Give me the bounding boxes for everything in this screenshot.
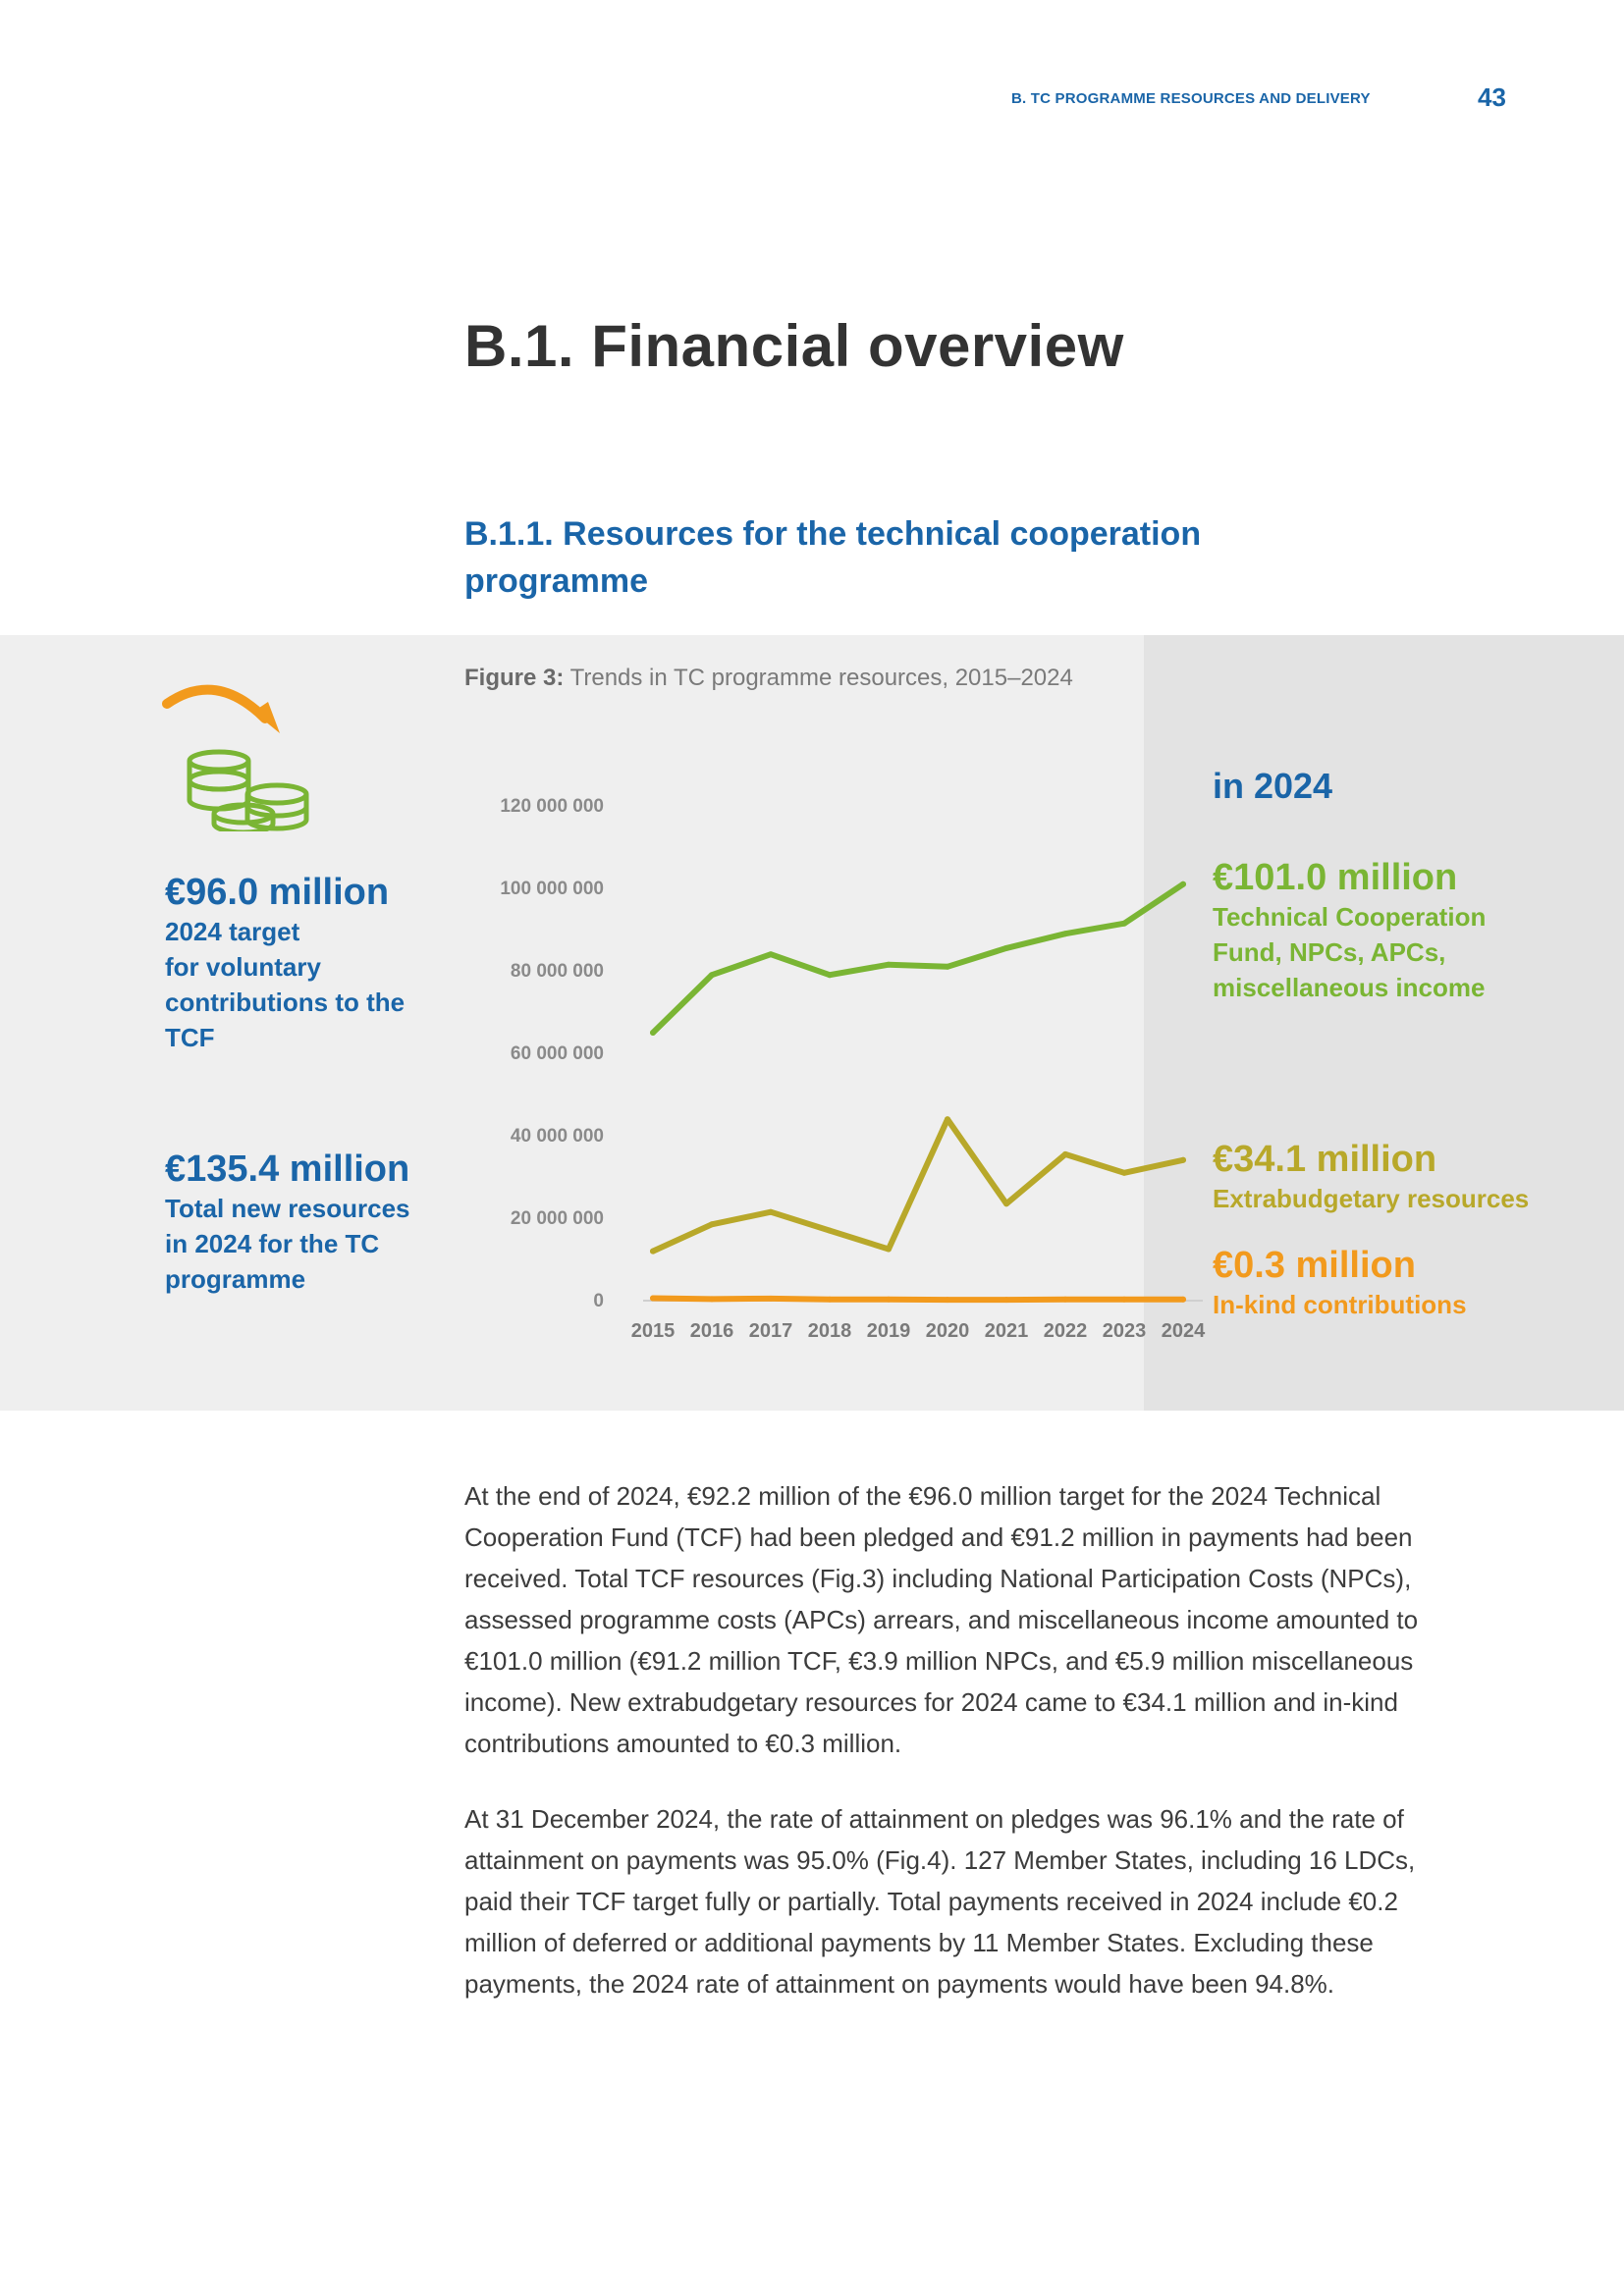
x-tick-label: 2017 <box>748 1320 793 1342</box>
stat-tcf-resources-desc-line: Fund, NPCs, APCs, <box>1213 937 1446 967</box>
series-2-point <box>827 1228 833 1234</box>
figure-panel <box>0 635 1624 1411</box>
stat-total-new-resources-desc-line: programme <box>165 1264 306 1294</box>
series-1-point <box>1003 945 1009 951</box>
series-line-3 <box>653 1298 1183 1300</box>
running-head: B. TC PROGRAMME RESOURCES AND DELIVERY <box>1011 90 1371 107</box>
series-2-point <box>709 1221 715 1227</box>
body-paragraph: At 31 December 2024, the rate of attainment on pledges was 96.1% and the rate of attainment on payments was 95.0% (Fig.4). 127 Member States, including 16 LDCs, paid their TCF target fully or partially. Total payments received in 2024 include €0.2 million of deferred or additional payments by 11 Member States. Excluding these payments, the 2024 rate of attainment on payments would have been 94.8%. <box>464 1804 1416 1999</box>
y-tick-label: 80 000 000 <box>510 961 604 982</box>
y-tick-label: 40 000 000 <box>510 1126 604 1147</box>
series-3-point <box>650 1295 656 1301</box>
stat-in-kind-desc-line: In-kind contributions <box>1213 1290 1467 1319</box>
series-2-point <box>768 1209 774 1215</box>
stat-tcf-resources-value: €101.0 million <box>1213 857 1458 898</box>
stat-tcf-target <box>165 871 405 1055</box>
series-2-point <box>1003 1201 1009 1206</box>
series-1-point <box>768 951 774 957</box>
series-1-point <box>709 972 715 978</box>
y-tick-label: 120 000 000 <box>500 796 604 817</box>
x-tick-label: 2015 <box>630 1320 676 1342</box>
stat-in-kind-value: €0.3 million <box>1213 1245 1416 1286</box>
x-tick-label: 2018 <box>807 1320 852 1342</box>
y-tick-label: 100 000 000 <box>500 879 604 899</box>
stat-total-new-resources <box>165 1148 410 1297</box>
stat-total-new-resources-desc-line: in 2024 for the TC <box>165 1229 380 1258</box>
series-3-point <box>1003 1297 1009 1303</box>
series-2-point <box>1121 1170 1127 1176</box>
x-tick-label: 2022 <box>1043 1320 1088 1342</box>
x-tick-label: 2020 <box>925 1320 970 1342</box>
stat-in-kind <box>1213 1244 1467 1322</box>
series-3-point <box>1062 1297 1068 1303</box>
figure-caption-text: Trends in TC programme resources, 2015–2024 <box>569 665 1073 691</box>
series-2-point <box>886 1247 892 1253</box>
body-paragraph: At the end of 2024, €92.2 million of the €96.0 million target for the 2024 Technical Cooperation Fund (TCF) had been pledged and €91.2 million in payments had been received. Total TCF resources (Fig.3) including National Participation Costs (NPCs), assessed programme costs (APCs) arrears, and miscellaneous income amounted to €101.0 million (€91.2 million TCF, €3.9 million NPCs, and €5.9 million miscellaneous income). New extrabudgetary resources for 2024 came to €34.1 million and in-kind contributions amounted to €0.3 million. <box>464 1481 1419 1758</box>
series-3-point <box>1180 1297 1186 1303</box>
x-tick-label: 2021 <box>984 1320 1029 1342</box>
figure-caption-label: Figure 3: <box>464 665 565 691</box>
y-tick-label: 20 000 000 <box>510 1208 604 1229</box>
series-2-point <box>945 1116 950 1122</box>
series-2-point <box>1062 1151 1068 1157</box>
series-3-point <box>709 1296 715 1302</box>
page-title: B.1. Financial overview <box>464 313 1124 379</box>
series-1-point <box>1180 881 1186 887</box>
stat-tcf-resources <box>1213 856 1486 1005</box>
series-3-point <box>886 1297 892 1303</box>
x-tick-label: 2023 <box>1102 1320 1147 1342</box>
series-1-point <box>886 962 892 968</box>
stat-tcf-target-value: €96.0 million <box>165 872 390 913</box>
series-line-1 <box>653 884 1183 1033</box>
stat-tcf-target-desc-line: 2024 target <box>165 917 300 946</box>
stat-tcf-resources-desc-line: miscellaneous income <box>1213 973 1486 1002</box>
series-3-point <box>1121 1297 1127 1303</box>
series-1-point <box>827 972 833 978</box>
y-tick-label: 0 <box>593 1291 604 1311</box>
section-heading: B.1.1. Resources for the technical cooperation programme <box>464 515 1202 600</box>
series-1-point <box>1062 931 1068 936</box>
x-tick-label: 2024 <box>1161 1320 1206 1342</box>
stat-tcf-target-desc-line: contributions to the <box>165 988 406 1017</box>
stat-total-new-resources-desc-line: Total new resources <box>165 1194 410 1223</box>
stat-tcf-resources-desc-line: Technical Cooperation <box>1213 902 1487 932</box>
series-3-point <box>945 1297 950 1303</box>
x-tick-label: 2016 <box>689 1320 734 1342</box>
x-tick-label: 2019 <box>866 1320 911 1342</box>
stat-tcf-target-desc-line: for voluntary <box>165 952 321 982</box>
page-number: 43 <box>1478 82 1506 112</box>
coins-with-arrow-icon <box>157 674 324 831</box>
right-column-heading: in 2024 <box>1213 766 1333 806</box>
series-3-point <box>768 1296 774 1302</box>
stat-extrabudgetary-value: €34.1 million <box>1213 1139 1437 1180</box>
series-1-point <box>945 964 950 970</box>
figure-caption <box>464 665 1073 692</box>
series-1-point <box>1121 921 1127 927</box>
series-1-point <box>650 1030 656 1036</box>
stat-total-new-resources-value: €135.4 million <box>165 1148 410 1190</box>
series-3-point <box>827 1297 833 1303</box>
series-line-2 <box>653 1119 1183 1251</box>
series-2-point <box>650 1249 656 1255</box>
stat-tcf-target-desc-line: TCF <box>165 1023 215 1052</box>
stat-extrabudgetary-desc-line: Extrabudgetary resources <box>1213 1184 1530 1213</box>
y-tick-label: 60 000 000 <box>510 1043 604 1064</box>
stat-extrabudgetary <box>1213 1138 1529 1216</box>
series-2-point <box>1180 1157 1186 1163</box>
line-chart <box>461 782 1218 1362</box>
